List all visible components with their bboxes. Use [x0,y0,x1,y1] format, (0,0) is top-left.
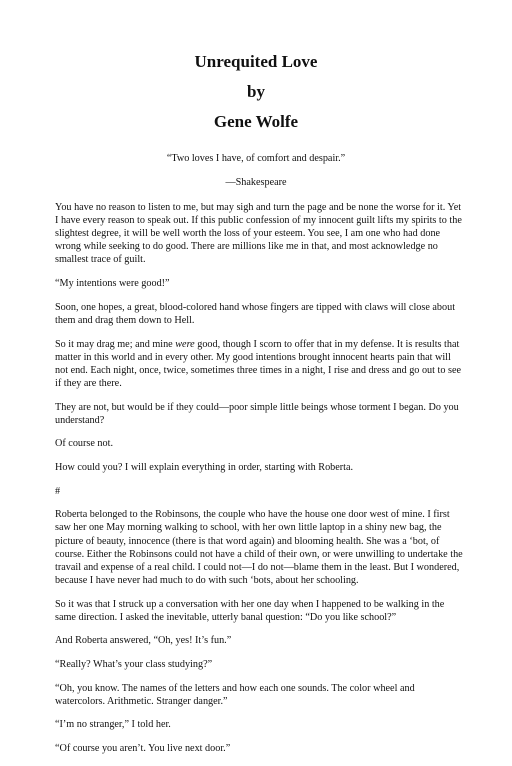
paragraph: “My intentions were good!” [55,278,170,290]
paragraph: “Of course you aren’t. You live next door.” [55,743,231,755]
author-name: Gene Wolfe [213,112,299,131]
paragraph: Soon, one hopes, a great, blood-colored hand whose fingers are tipped with claws will close about them and drag them down to Hell. [55,301,456,326]
epigraph-attribution: —Shakespeare [225,177,287,188]
paragraph: “Really? What’s your class studying?” [55,658,213,670]
paragraph: So it was that I struck up a conversation with her one day when I happened to be walking in the same direction. I asked the inevitable, utterly banal question: “Do you like school?” [55,598,445,623]
paragraph: Of course not. [55,438,113,450]
paragraph: How could you? I will explain everything in order, starting with Roberta. [55,461,354,473]
paragraph: “I’m no stranger,” I told her. [55,719,171,731]
epigraph-quote: “Two loves I have, of comfort and despair.” [166,153,346,164]
paragraph: “Oh, you know. The names of the letters and how each one sounds. The color wheel and watercolors. Arithmetic. Stranger danger.” [55,682,415,707]
story-title: Unrequited Love [194,52,318,71]
paragraph: Roberta belonged to the Robinsons, the couple who have the house one door west of mine. I first saw her one May morning walking to school, with her own little laptop in a shiny new bag, the picture of beauty, innocence (there is that word again) and blooming health. She was a ‘bot, of course. Either the Robinsons could not have a child of their own, or were unwilling to undertake the travail and expense of a real child. I could not—I do not—blame them in the least. But I wondered, because I have never had much to do with such ‘bots, about her schooling. [55,509,463,586]
paragraph-text: So it may drag me; and mine [55,338,176,350]
paragraph: And Roberta answered, “Oh, yes! It’s fun.” [55,635,232,647]
story-body [55,201,465,766]
paragraph [55,338,465,390]
paragraph-text: good, though I scorn to offer that in my defense. It is results that matter in this world and in every other. My good intentions brought innocent hearts pain that will not end. Each night, once, twice, sometimes three times in a night, I rise and dress and go out to see if they are there. [55,338,461,389]
byline-by: by [247,82,265,101]
paragraph: You have no reason to listen to me, but may sigh and turn the page and be none the worse for it. Yet I have every reason to speak out. If this public confession of my innocent guilt lifts my spirits to the slightest degree, it will be well worth the loss of your esteem. You see, I am one who had done wrong while seeking to do good. There are millions like me in that, and most acknowledge no smallest trace of guilt. [55,202,462,266]
emphasized-word: were [175,338,195,350]
section-break: # [55,485,61,497]
paragraph: They are not, but would be if they could—poor simple little beings whose torment I began. Do you understand? [55,401,459,426]
